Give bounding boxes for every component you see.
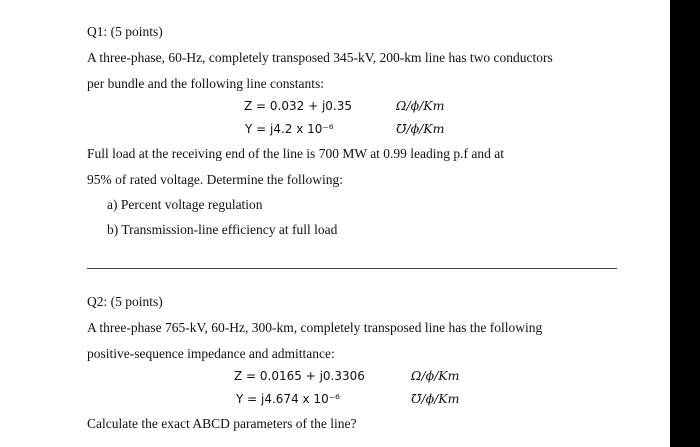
q2-text-line-3: Calculate the exact ABCD parameters of the line? (87, 416, 357, 431)
q2-admittance-equation: Y = j4.674 x 10⁻⁶ (236, 392, 340, 406)
q1-heading: Q1: (5 points) (87, 24, 163, 39)
q1-impedance-equation: Z = 0.032 + j0.35 (244, 99, 352, 113)
q2-impedance-units: Ω/ϕ/Km (411, 368, 460, 383)
section-divider (87, 268, 617, 269)
q1-text-line-4: 95% of rated voltage. Determine the following: (87, 172, 344, 187)
q1-admittance-units: ℧/ϕ/Km (396, 121, 445, 136)
q1-text-line-3: Full load at the receiving end of the line is 700 MW at 0.99 leading p.f and at (87, 146, 505, 161)
q1-text-line-2: per bundle and the following line constants: (87, 76, 324, 91)
q2-text-line-2: positive-sequence impedance and admittance: (87, 346, 335, 361)
q2-heading: Q2: (5 points) (87, 294, 163, 309)
right-black-border (670, 0, 700, 447)
q1-text-line-1: A three-phase, 60-Hz, completely transposed 345-kV, 200-km line has two conductors (87, 50, 553, 65)
q1-admittance-equation: Y = j4.2 x 10⁻⁶ (245, 122, 334, 136)
q1-impedance-units: Ω/ϕ/Km (396, 98, 445, 113)
q1-item-a: a) Percent voltage regulation (107, 197, 263, 212)
q2-admittance-units: ℧/ϕ/Km (411, 391, 460, 406)
q2-text-line-1: A three-phase 765-kV, 60-Hz, 300-km, completely transposed line has the following (87, 320, 543, 335)
q1-item-b: b) Transmission-line efficiency at full load (107, 222, 338, 237)
q2-impedance-equation: Z = 0.0165 + j0.3306 (234, 369, 365, 383)
